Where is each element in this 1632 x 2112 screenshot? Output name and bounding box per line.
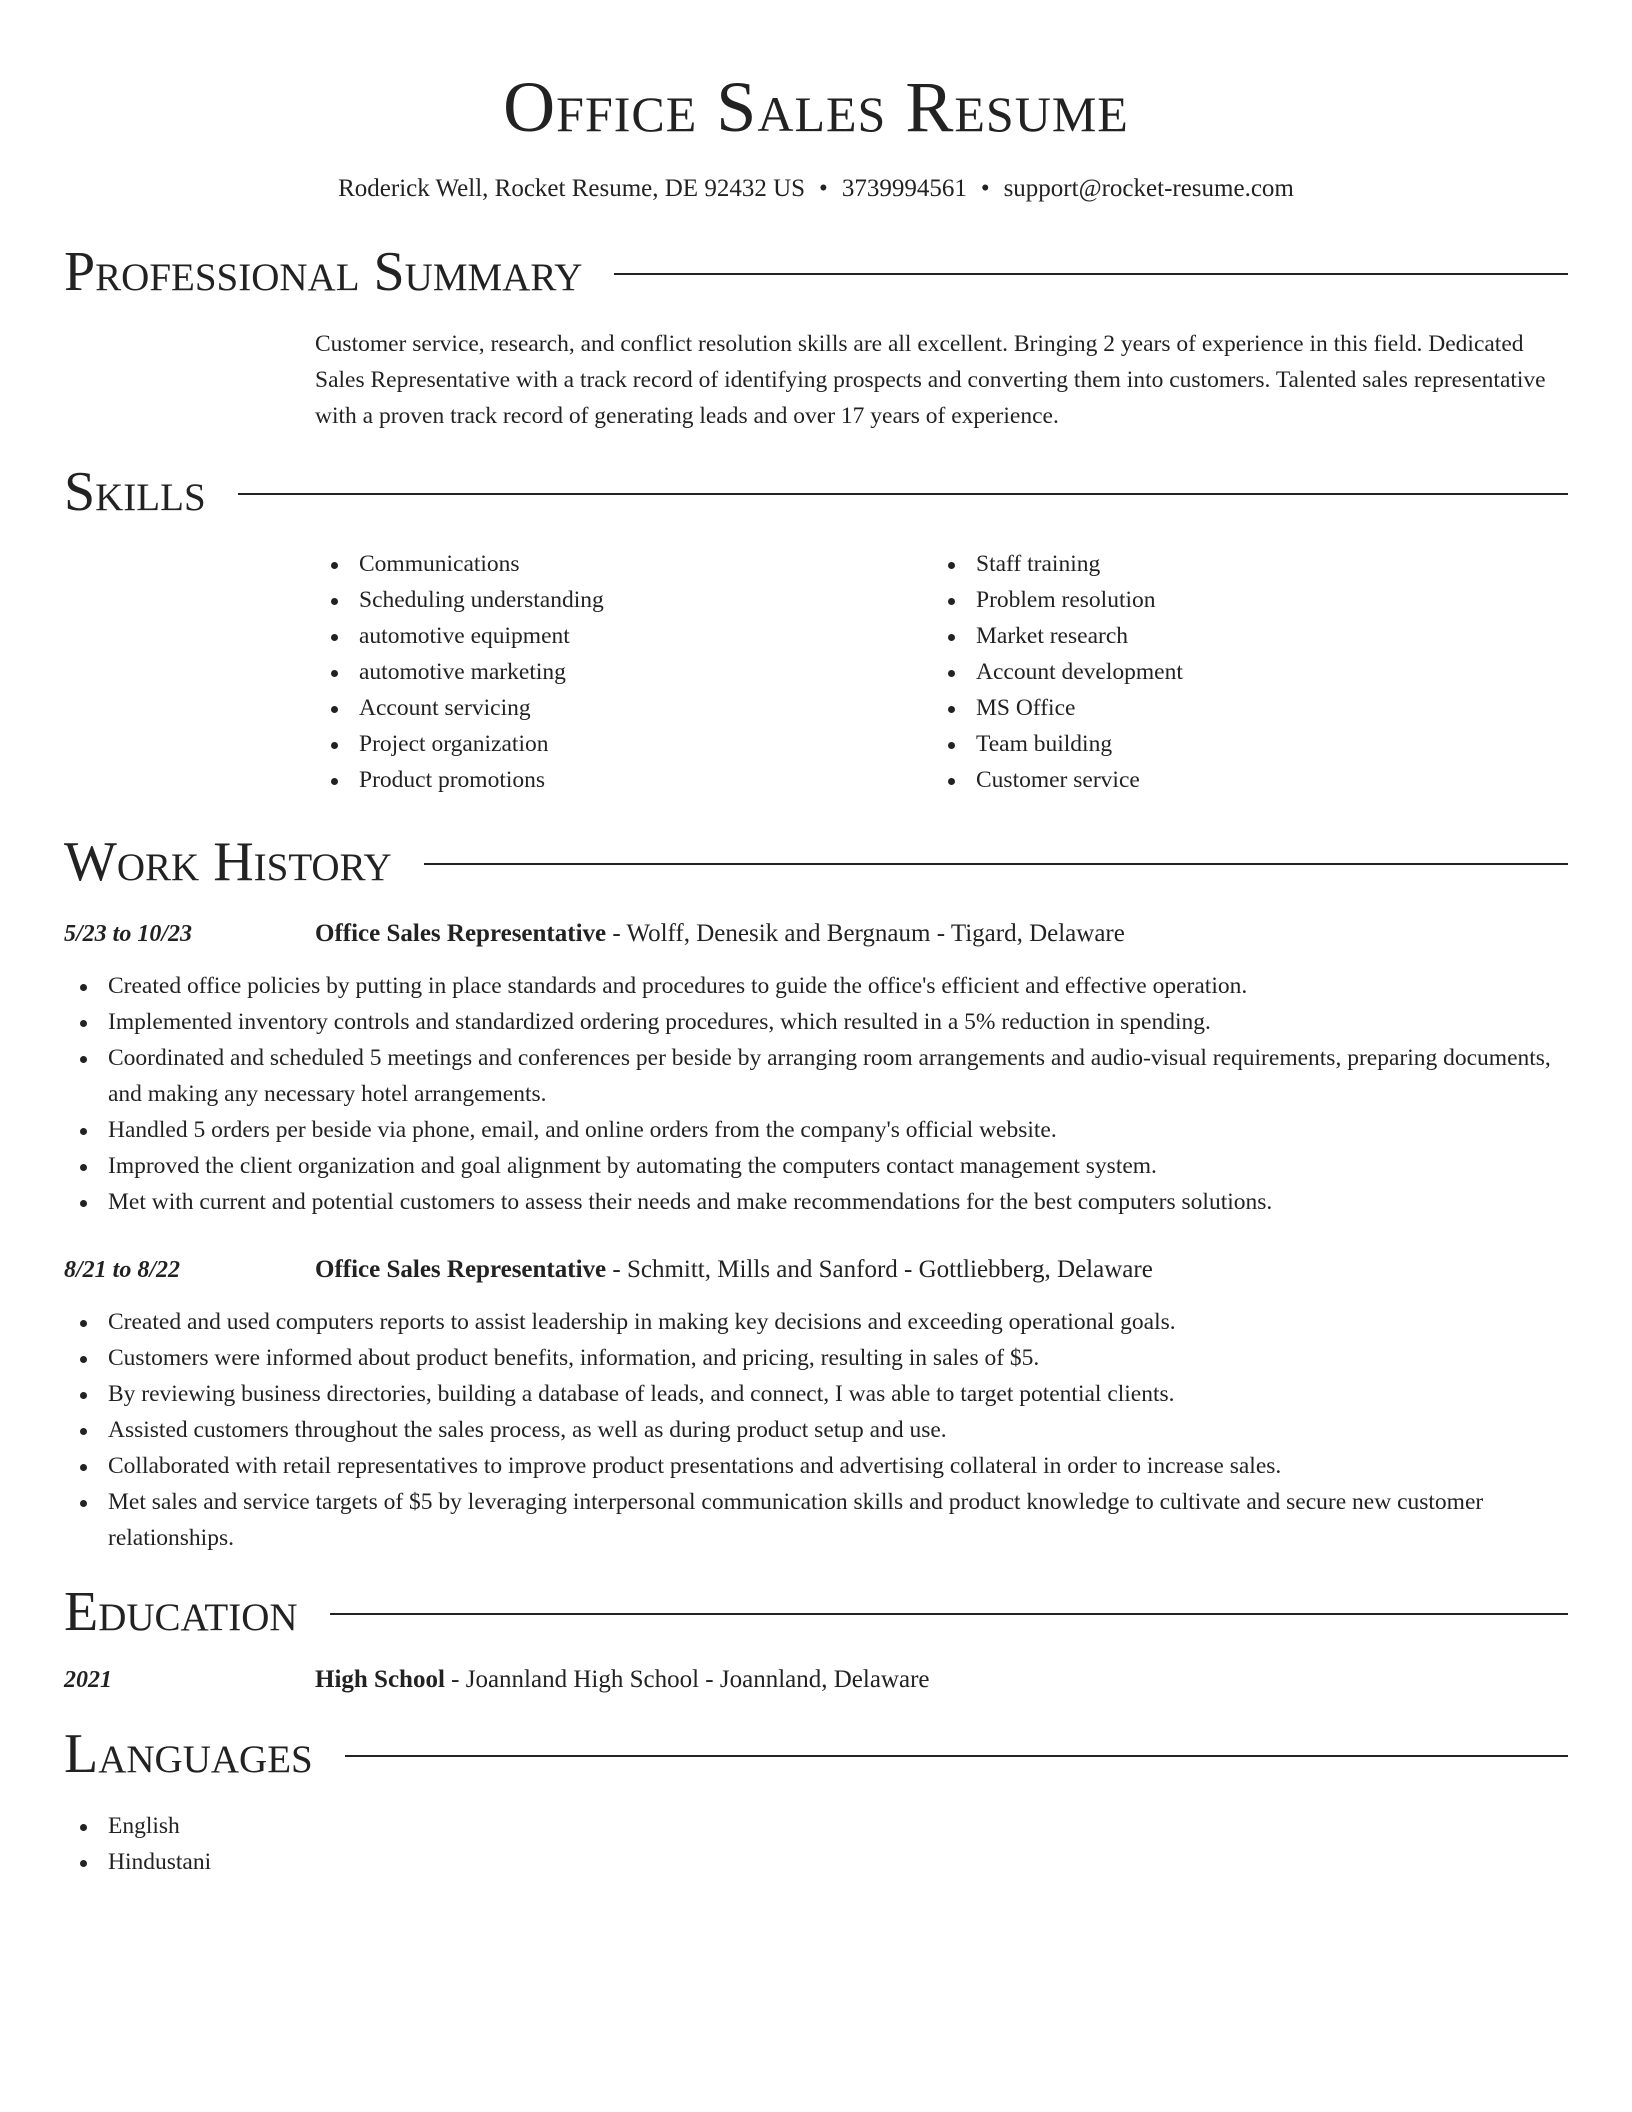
skill-item: Staff training <box>932 546 1549 582</box>
skill-item: automotive equipment <box>315 618 932 654</box>
job-bullet: Implemented inventory controls and standardized ordering procedures, which resulted in a 5% reduction in spending. <box>64 1004 1568 1040</box>
job-bullet: Handled 5 orders per beside via phone, email, and online orders from the company's official website. <box>64 1112 1568 1148</box>
skill-item: Account servicing <box>315 690 932 726</box>
language-item: English <box>64 1808 1568 1844</box>
education-section-header <box>64 1580 1568 1644</box>
section-divider <box>238 493 1568 495</box>
section-divider <box>614 273 1568 275</box>
job-title: Office Sales Representative <box>315 920 607 947</box>
section-divider <box>330 1613 1568 1615</box>
education-date: 2021 <box>64 1667 112 1693</box>
work-section-header <box>64 830 1568 894</box>
job-bullet: By reviewing business directories, building a database of leads, and connect, I was able to target potential clients. <box>64 1376 1568 1412</box>
languages-heading: Languages <box>64 1723 313 1785</box>
section-divider <box>424 863 1568 865</box>
education-line <box>315 1662 930 1698</box>
job-employer: - Schmitt, Mills and Sanford - Gottliebberg, Delaware <box>606 1256 1153 1283</box>
education-header <box>64 1662 1568 1698</box>
skills-heading: Skills <box>64 461 206 523</box>
skill-item: Account development <box>932 654 1549 690</box>
languages-list <box>64 1808 1568 1880</box>
contact-phone: 3739994561 <box>841 175 967 202</box>
skill-item: Project organization <box>315 726 932 762</box>
education-heading: Education <box>64 1581 298 1643</box>
job-bullet: Improved the client organization and goal alignment by automating the computers contact management system. <box>64 1148 1568 1184</box>
job-entry <box>64 916 1568 1220</box>
job-dates: 5/23 to 10/23 <box>64 921 193 947</box>
job-dates: 8/21 to 8/22 <box>64 1257 181 1283</box>
skills-section-header <box>64 460 1568 524</box>
job-bullet: Met sales and service targets of $5 by leveraging interpersonal communication skills and product knowledge to cultivate and secure new customer relationships. <box>64 1484 1568 1556</box>
contact-line <box>64 172 1568 206</box>
resume-page <box>64 0 1568 1880</box>
job-title: Office Sales Representative <box>315 1256 607 1283</box>
skill-item: Product promotions <box>315 762 932 798</box>
contact-address: Roderick Well, Rocket Resume, DE 92432 US <box>338 175 806 202</box>
job-title-line <box>315 1252 1153 1288</box>
contact-separator: • <box>819 175 828 202</box>
skill-item: Communications <box>315 546 932 582</box>
resume-title: Office Sales Resume <box>503 67 1129 147</box>
skills-list <box>315 546 1568 798</box>
skills-column-left <box>315 546 932 798</box>
education-degree: High School <box>315 1666 445 1693</box>
job-bullet: Assisted customers throughout the sales process, as well as during product setup and use. <box>64 1412 1568 1448</box>
job-bullet: Met with current and potential customers to assess their needs and make recommendations for the best computers solutions. <box>64 1184 1568 1220</box>
summary-section-header <box>64 240 1568 304</box>
job-entry <box>64 1252 1568 1556</box>
job-bullet: Collaborated with retail representatives to improve product presentations and advertising collateral in order to increase sales. <box>64 1448 1568 1484</box>
work-heading: Work History <box>64 831 392 893</box>
skill-item: Customer service <box>932 762 1549 798</box>
skill-item: Team building <box>932 726 1549 762</box>
job-header <box>64 916 1568 952</box>
skill-item: MS Office <box>932 690 1549 726</box>
job-bullets <box>64 968 1568 1220</box>
job-title-line <box>315 916 1125 952</box>
skills-column-right <box>932 546 1549 798</box>
skill-item: automotive marketing <box>315 654 932 690</box>
summary-heading: Professional Summary <box>64 241 583 303</box>
education-school: - Joannland High School - Joannland, Delaware <box>444 1666 930 1693</box>
job-bullets <box>64 1304 1568 1556</box>
job-bullet: Customers were informed about product benefits, information, and pricing, resulting in sales of $5. <box>64 1340 1568 1376</box>
job-bullet: Created and used computers reports to assist leadership in making key decisions and exceeding operational goals. <box>64 1304 1568 1340</box>
job-header <box>64 1252 1568 1288</box>
contact-email: support@rocket-resume.com <box>1003 175 1294 202</box>
language-item: Hindustani <box>64 1844 1568 1880</box>
contact-separator: • <box>980 175 990 202</box>
skill-item: Market research <box>932 618 1549 654</box>
section-divider <box>345 1755 1568 1757</box>
job-bullet: Created office policies by putting in place standards and procedures to guide the office's efficient and effective operation. <box>64 968 1568 1004</box>
job-bullet: Coordinated and scheduled 5 meetings and conferences per beside by arranging room arrangements and audio-visual requirements, preparing documents, and making any necessary hotel arrangements. <box>64 1040 1568 1112</box>
skill-item: Scheduling understanding <box>315 582 932 618</box>
education-entry <box>64 1662 1568 1698</box>
summary-text: Customer service, research, and conflict resolution skills are all excellent. Bringing 2 years of experience in this field. Dedicated Sales Representative with a track record of identifying prospects and converting them into customers. Talented sales representative with a proven track record of generating leads and over 17 years of experience. <box>315 331 1546 429</box>
skill-item: Problem resolution <box>932 582 1549 618</box>
job-employer: - Wolff, Denesik and Bergnaum - Tigard, Delaware <box>606 920 1125 947</box>
languages-section-header <box>64 1722 1568 1786</box>
